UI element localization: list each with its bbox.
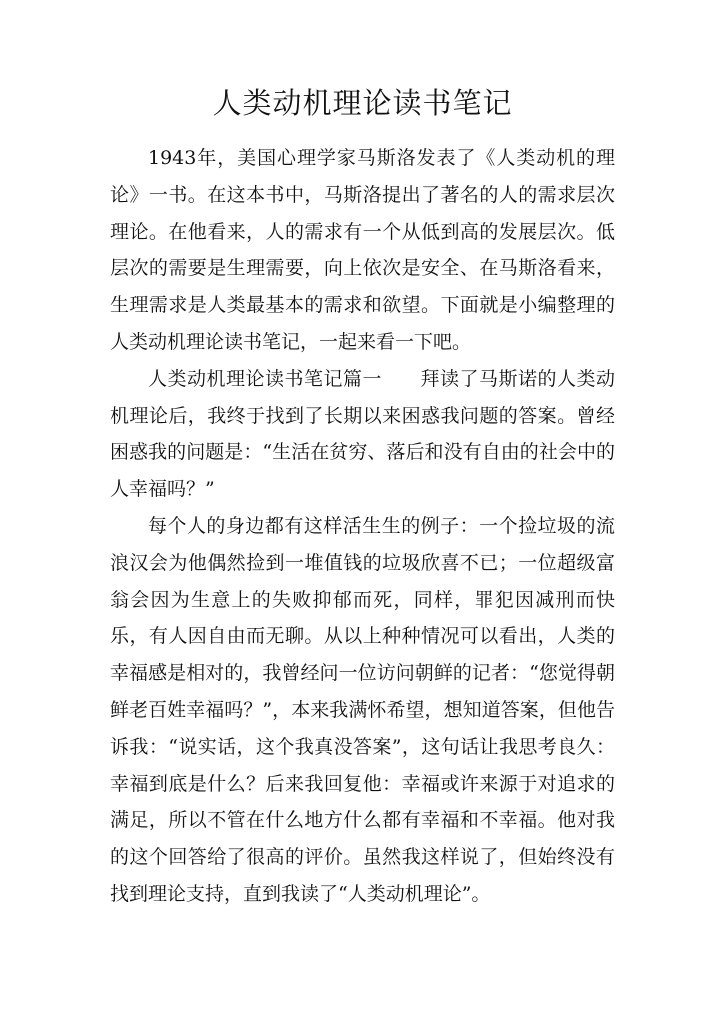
paragraph-intro: 1943年，美国心理学家马斯洛发表了《人类动机的理论》一书。在这本书中，马斯洛提出了著名的人的需求层次理论。在他看来，人的需求有一个从低到高的发展层次。低层次的需要是生理需要，向上依次是安全、在马斯洛看来，生理需求是人类最基本的需求和欲望。下面就是小编整理的人类动机理论读书笔记，一起来看一下吧。 xyxy=(110,147,615,353)
section-heading: 人类动机理论读书笔记篇一 xyxy=(148,367,382,390)
section-body: 拜读了马斯诺的人类动机理论后，我终于找到了长期以来困惑我问题的答案。曾经困惑我的问题是：“生活在贫穷、落后和没有自由的社会中的人幸福吗？” xyxy=(110,367,615,501)
document-page xyxy=(110,80,615,913)
document-title: 人类动机理论读书笔记 xyxy=(212,86,513,120)
paragraph-section-one xyxy=(110,361,615,508)
paragraph-examples: 每个人的身边都有这样活生生的例子：一个捡垃圾的流浪汉会为他偶然捡到一堆值钱的垃圾欣喜不已；一位超级富翁会因为生意上的失败抑郁而死，同样，罪犯因减刑而快乐，有人因自由而无聊。从以上种种情况可以看出，人类的幸福感是相对的，我曾经问一位访问朝鲜的记者：“您觉得朝鲜老百姓幸福吗？”，本来我满怀希望，想知道答案，但他告诉我：“说实话，这个我真没答案”，这句话让我思考良久：幸福到底是什么？后来我回复他：幸福或许来源于对追求的满足，所以不管在什么地方什么都有幸福和不幸福。他对我的这个回答给了很高的评价。虽然我这样说了，但始终没有找到理论支持，直到我读了“人类动机理论”。 xyxy=(110,514,615,905)
